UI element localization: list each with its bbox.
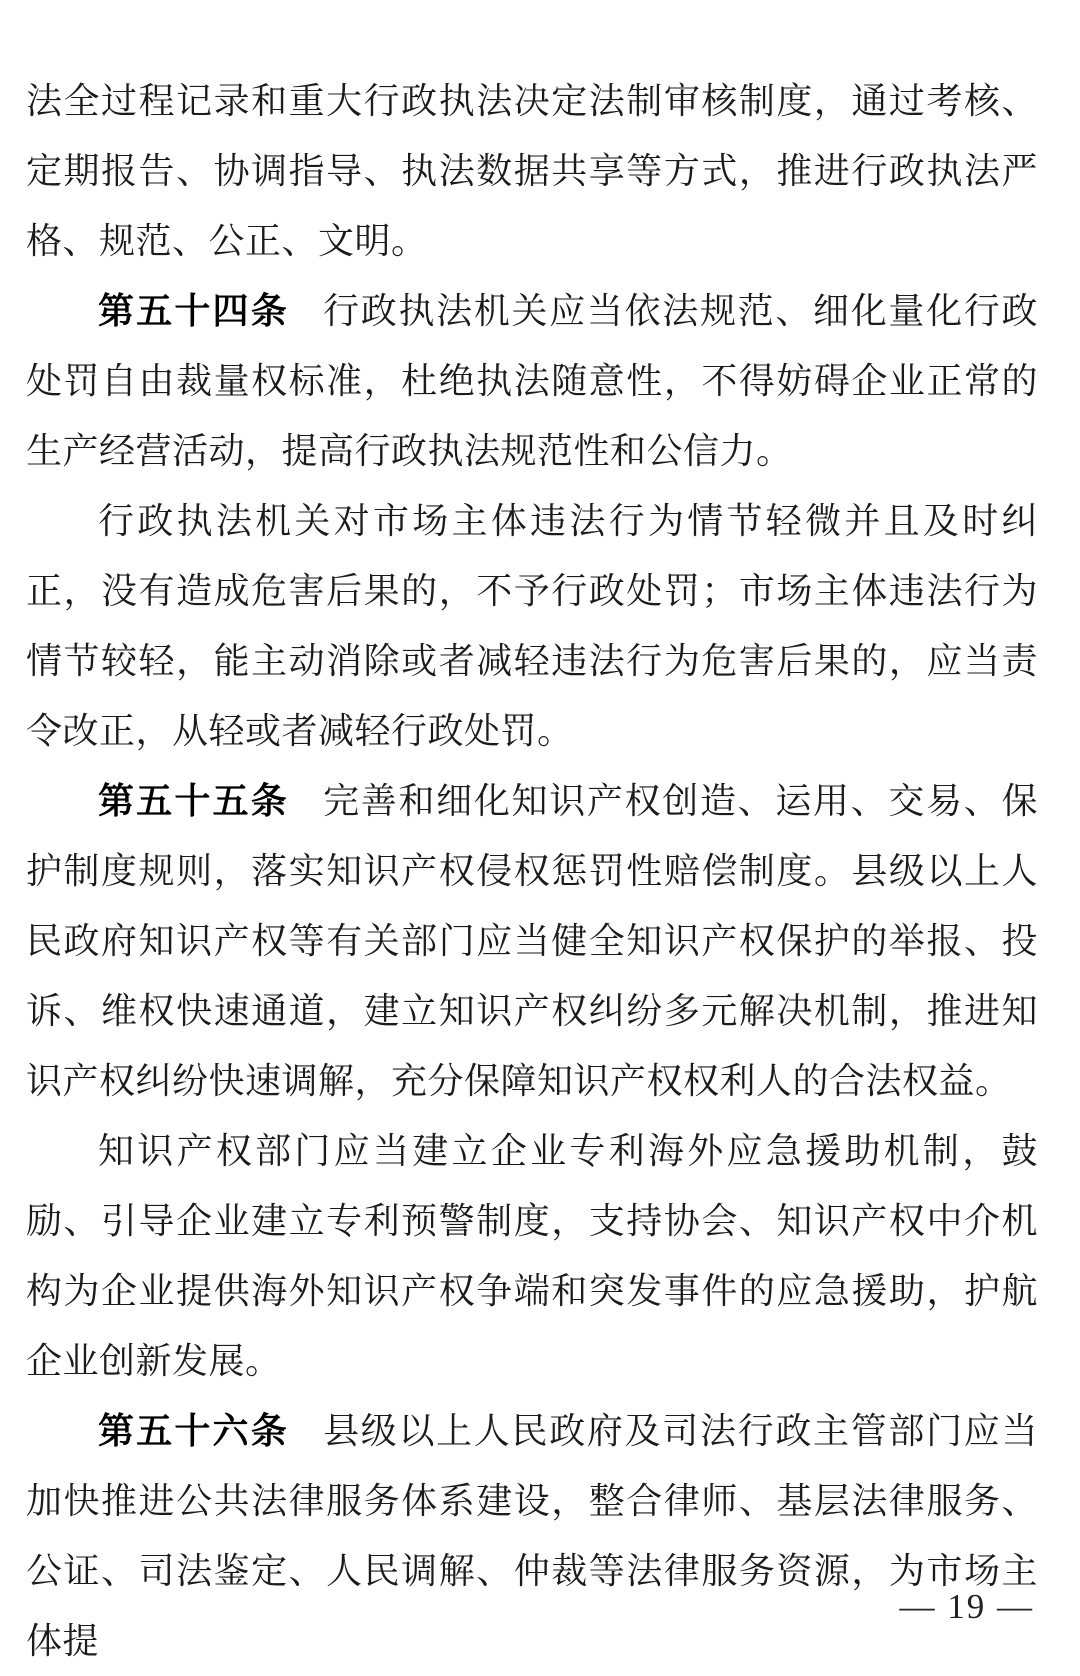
paragraph-text: 完善和细化知识产权创造、运用、交易、保护制度规则，落实知识产权侵权惩罚性赔偿制度。县级以上人民政府知识产权等有关部门应当健全知识产权保护的举报、投诉、维权快速通道，建立知识产权纠纷多元解决机制，推进知识产权纠纷快速调解，充分保障知识产权权利人的合法权益。: [26, 781, 1038, 1101]
page-number: — 19 —: [899, 1587, 1034, 1626]
article-number-54: 第五十四条: [98, 290, 289, 331]
paragraph-article-54: [26, 276, 1038, 486]
paragraph-text: 法全过程记录和重大行政执法决定法制审核制度，通过考核、定期报告、协调指导、执法数据共享等方式，推进行政执法严格、规范、公正、文明。: [26, 81, 1038, 261]
paragraph-article-55: [26, 766, 1038, 1116]
paragraph-continuation: [26, 66, 1038, 276]
paragraph-article-56: [26, 1396, 1038, 1676]
paragraph-text: 县级以上人民政府及司法行政主管部门应当加快推进公共法律服务体系建设，整合律师、基层法律服务、公证、司法鉴定、人民调解、仲裁等法律服务资源，为市场主体提: [26, 1411, 1038, 1661]
paragraph-text: 行政执法机关应当依法规范、细化量化行政处罚自由裁量权标准，杜绝执法随意性，不得妨碍企业正常的生产经营活动，提高行政执法规范性和公信力。: [26, 291, 1038, 471]
article-number-56: 第五十六条: [98, 1410, 289, 1451]
paragraph-body-55-2: [26, 1116, 1038, 1396]
paragraph-text: 知识产权部门应当建立企业专利海外应急援助机制，鼓励、引导企业建立专利预警制度，支持协会、知识产权中介机构为企业提供海外知识产权争端和突发事件的应急援助，护航企业创新发展。: [26, 1131, 1038, 1381]
document-body: [26, 66, 1038, 1676]
paragraph-body-54-2: [26, 486, 1038, 766]
article-number-55: 第五十五条: [98, 780, 289, 821]
page-number-footer: [900, 1585, 1035, 1629]
paragraph-text: 行政执法机关对市场主体违法行为情节轻微并且及时纠正，没有造成危害后果的，不予行政处罚；市场主体违法行为情节较轻，能主动消除或者减轻违法行为危害后果的，应当责令改正，从轻或者减轻行政处罚。: [26, 501, 1038, 751]
